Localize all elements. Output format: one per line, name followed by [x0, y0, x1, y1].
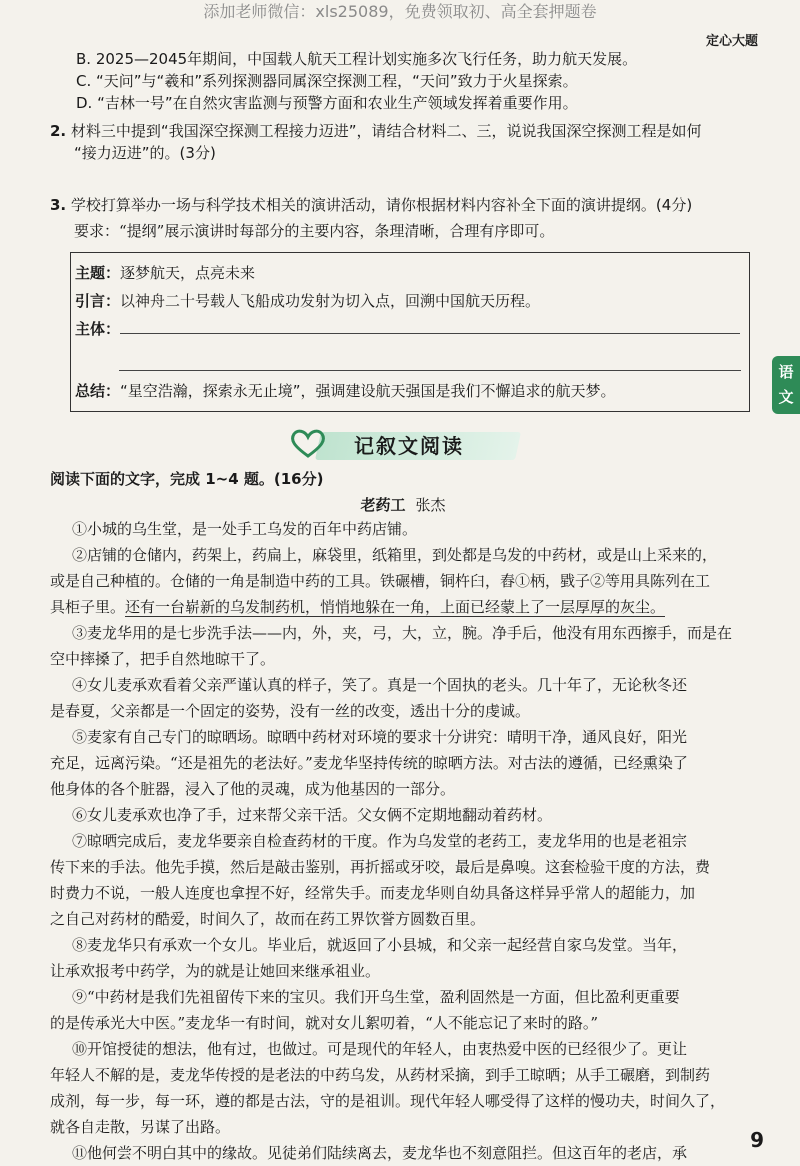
question-2 — [50, 120, 756, 142]
option-c: C. “天问”与“羲和”系列探测器同属深空探测工程，“天问”致力于火星探索。 — [76, 72, 578, 90]
outline-body — [75, 315, 741, 343]
article-body — [50, 516, 756, 1166]
paragraph-line: 让承欢报考中药学，为的就是让她回来继承祖业。 — [50, 962, 381, 980]
section-title: 记叙文阅读 — [354, 434, 464, 458]
outline-summary-label: 总结： — [75, 382, 121, 400]
paragraph-line: 空中摔搡了，把手自然地晾干了。 — [50, 650, 276, 668]
paragraph-line: 或是自己种植的。仓储的一角是制造中药的工具。铁碾槽，铜杵臼，舂①柄，戥子②等用具陈列在工 — [50, 572, 711, 590]
article-title: 老药工 — [360, 496, 406, 514]
paragraph-line: 之自己对药材的酷爱，时间久了，故而在药工界饮誉方圆数百里。 — [50, 910, 486, 928]
paragraph-line: ⑧麦龙华只有承欢一个女儿。毕业后，就返回了小县城，和父亲一起经营自家乌发堂。当年， — [72, 936, 688, 954]
paragraph-line: 传下来的手法。他先手摸，然后是敲击鉴别，再折摇或牙咬，最后是鼻嗅。这套检验干度的方法，费 — [50, 858, 711, 876]
outline-summary-text: “星空浩瀚，探索永无止境”，强调建设航天强国是我们不懈追求的航天梦。 — [120, 382, 616, 400]
paragraph-line: ⑨“中药材是我们先祖留传下来的宝贝。我们开乌生堂，盈利固然是一方面，但比盈利更重要 — [72, 988, 680, 1006]
paragraph-line: ④女儿麦承欢看着父亲严谨认真的样子，笑了。真是一个固执的老头。几十年了，无论秋冬还 — [72, 676, 688, 694]
paragraph-segment: 具柜子里。 — [50, 598, 126, 616]
question-3-number: 3. — [50, 196, 67, 214]
paragraph-line: ③麦龙华用的是七步洗手法——内，外，夹，弓，大，立，腕。净手后，他没有用东西擦手，而是在 — [72, 624, 733, 642]
heart-icon — [288, 428, 328, 460]
option-b: B. 2025—2045年期间，中国载人航天工程计划实施多次飞行任务，助力航天发展。 — [76, 50, 638, 68]
article-author: 张杰 — [415, 496, 446, 514]
outline-summary — [75, 377, 741, 405]
outline-intro — [75, 287, 741, 315]
paragraph-line: 他身体的各个脏器，浸入了他的灵魂，成为他基因的一部分。 — [50, 780, 456, 798]
outline-body-blank-2[interactable] — [119, 343, 741, 371]
outline-theme-text: 逐梦航天，点亮未来 — [120, 264, 256, 282]
question-3-requirement: 要求：“提纲”展示演讲时每部分的主要内容，条理清晰，合理有序即可。 — [74, 222, 555, 240]
paragraph-line: ⑪他何尝不明白其中的缘故。见徒弟们陆续离去，麦龙华也不刻意阻拦。但这百年的老店，承 — [72, 1144, 688, 1162]
paragraph-line: 是春夏，父亲都是一个固定的姿势，没有一丝的改变，透出十分的虔诚。 — [50, 702, 531, 720]
paragraph-line: ⑥女儿麦承欢也净了手，过来帮父亲干活。父女俩不定期地翻动着药材。 — [72, 806, 553, 824]
outline-body-blank-1[interactable] — [120, 315, 740, 334]
paragraph-line: 的是传承光大中医。”麦龙华一有时间，就对女儿絮叨着，“人不能忘记了来时的路。” — [50, 1014, 599, 1032]
section-header: 定心大题 — [705, 34, 758, 49]
option-d: D. “吉林一号”在自然灾害监测与预警方面和农业生产领域发挥着重要作用。 — [76, 94, 578, 112]
paragraph-line: 就各自走散，另谋了出路。 — [50, 1118, 231, 1136]
section-banner — [288, 426, 518, 462]
outline-theme-label: 主题： — [75, 264, 121, 282]
article-heading — [50, 494, 756, 516]
question-3-text: 学校打算举办一场与科学技术相关的演讲活动，请你根据材料内容补全下面的演讲提纲。(4分) — [70, 196, 693, 214]
outline-body-label: 主体： — [75, 320, 121, 338]
subject-side-tab: 语文 — [772, 356, 800, 414]
outline-theme — [75, 259, 741, 287]
page-content — [50, 48, 756, 1166]
paragraph-line — [50, 594, 756, 620]
question-2-text: 材料三中提到“我国深空探测工程接力迈进”，请结合材料二、三，说说我国深空探测工程是如何 — [70, 122, 702, 140]
reading-instructions: 阅读下面的文字，完成 1~4 题。(16分) — [50, 470, 324, 488]
question-2-number: 2. — [50, 122, 67, 140]
page-number: 9 — [750, 1128, 764, 1152]
paragraph-line: ②店铺的仓储内，药架上，药扁上，麻袋里，纸箱里，到处都是乌发的中药材，或是山上采来的， — [72, 546, 718, 564]
watermark-text: 添加老师微信：xls25089，免费领取初、高全套押题卷 — [203, 2, 597, 21]
paragraph-line: 充足，远离污染。“还是祖先的老法好。”麦龙华坚持传统的晾晒方法。对古法的遵循，已经熏染了 — [50, 754, 688, 772]
outline-intro-label: 引言： — [75, 292, 121, 310]
paragraph-line: 成剂，每一步，每一环，遵的都是古法，守的是祖训。现代年轻人哪受得了这样的慢功夫，时间久了， — [50, 1092, 726, 1110]
paragraph-line: ⑦晾晒完成后，麦龙华要亲自检查药材的干度。作为乌发堂的老药工，麦龙华用的也是老祖宗 — [72, 832, 688, 850]
outline-intro-text: 以神舟二十号载人飞船成功发射为切入点，回溯中国航天历程。 — [120, 292, 541, 310]
question-3 — [50, 194, 756, 216]
paragraph-line: ①小城的乌生堂，是一处手工乌发的百年中药店铺。 — [72, 520, 418, 538]
speech-outline-box — [70, 252, 750, 412]
paragraph-line: ⑩开馆授徒的想法，他有过，也做过。可是现代的年轻人，由衷热爱中医的已经很少了。更让 — [72, 1040, 688, 1058]
question-2-continued: “接力迈进”的。(3分) — [74, 144, 216, 162]
paragraph-line: 时费力不说，一般人连度也拿捏不好，经常失手。而麦龙华则自幼具备这样异乎常人的超能力，加 — [50, 884, 696, 902]
paragraph-line: ⑤麦家有自己专门的晾晒场。晾晒中药材对环境的要求十分讲究：晴明干净，通风良好，阳光 — [72, 728, 688, 746]
underlined-sentence: 还有一台崭新的乌发制药机，悄悄地躲在一角，上面已经蒙上了一层厚厚的灰尘。 — [125, 598, 666, 616]
paragraph-line: 年轻人不解的是，麦龙华传授的是老法的中药乌发，从药材采摘，到手工晾晒；从手工碾磨，到制药 — [50, 1066, 711, 1084]
